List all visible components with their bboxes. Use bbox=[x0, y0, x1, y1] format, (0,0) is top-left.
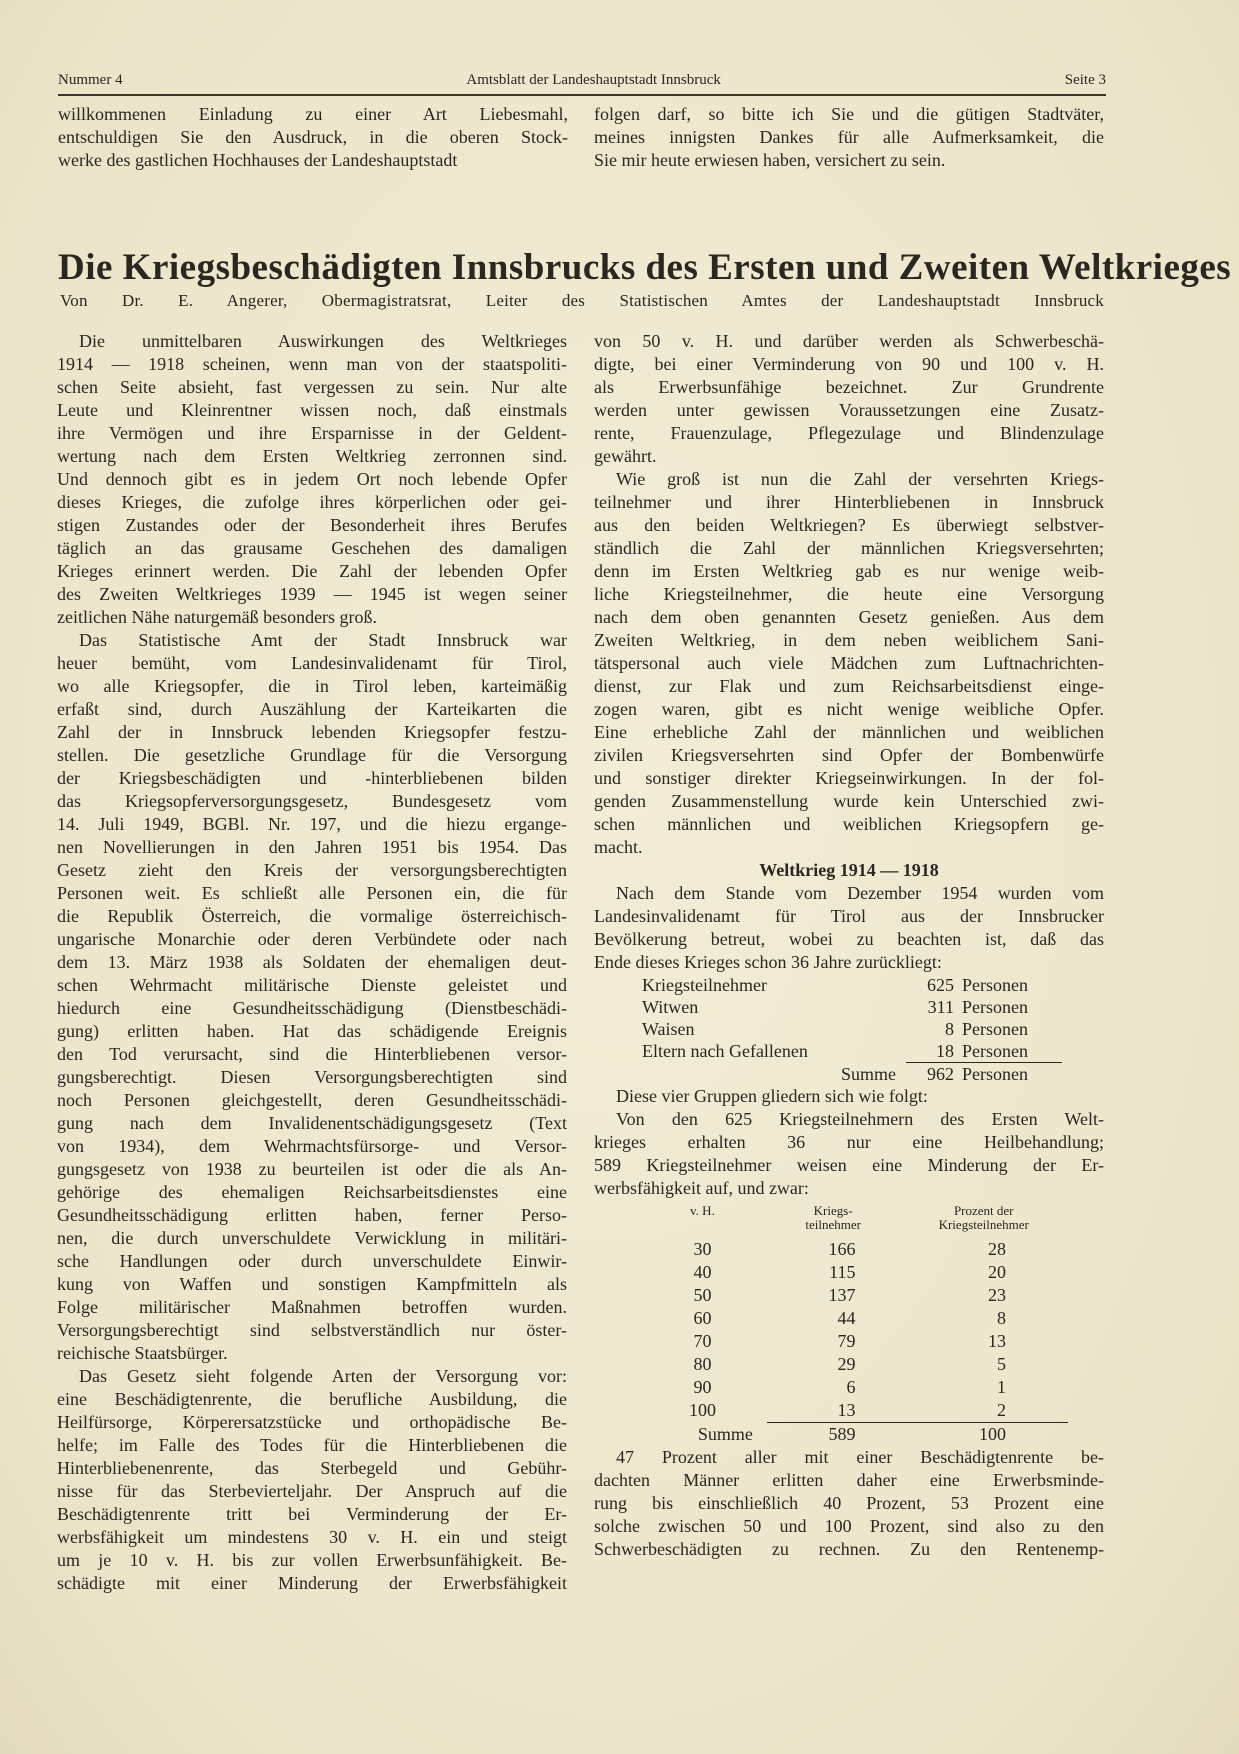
table-cell: 20 bbox=[988, 1262, 1006, 1282]
text-line: reichische Staatsbürger. bbox=[57, 1343, 228, 1363]
text-line: Die unmittelbaren Auswirkungen des Weltkrieges bbox=[79, 331, 567, 351]
text-line: Leute und Kleinrentner wissen noch, daß einstmals bbox=[57, 400, 567, 420]
unit-label: Personen bbox=[962, 1063, 1062, 1086]
text-line: willkommenen Einladung zu einer Art Liebesmahl, bbox=[58, 104, 568, 124]
unit-label: Personen bbox=[962, 975, 1028, 995]
summary-row bbox=[642, 1018, 1062, 1040]
text-line: 1914 — 1918 scheinen, wenn man von der staatspoliti- bbox=[57, 354, 567, 374]
text-line: denn im Ersten Weltkrieg gab es nur wenige weib- bbox=[594, 561, 1104, 581]
paragraph bbox=[594, 468, 1104, 859]
table-row bbox=[638, 1376, 1068, 1399]
publication-title: Amtsblatt der Landeshauptstadt Innsbruck bbox=[466, 72, 721, 88]
paragraph bbox=[57, 330, 567, 629]
text-line: folgen darf, so bitte ich Sie und die gütigen Stadtväter, bbox=[594, 104, 1104, 124]
paragraph bbox=[594, 1085, 1104, 1108]
text-line: eine Beschädigtenrente, die berufliche Ausbildung, die bbox=[57, 1389, 567, 1409]
text-line: um je 10 v. H. bis zur vollen Erwerbsunfähigkeit. Be- bbox=[57, 1550, 567, 1570]
table-total-cell: Summe bbox=[697, 1423, 753, 1444]
text-line: nen, die durch unverschuldete Verwicklung in militäri- bbox=[57, 1228, 567, 1248]
text-line: Nach dem Stande vom Dezember 1954 wurden vom bbox=[616, 883, 1104, 903]
text-line: stellen. Die gesetzliche Grundlage für die Versorgung bbox=[57, 745, 567, 765]
text-line: schen Seite absieht, fast vergessen zu sein. Nur alte bbox=[57, 377, 567, 397]
summary-row bbox=[642, 996, 1062, 1018]
group-count: 625 bbox=[927, 975, 954, 995]
table-cell: 28 bbox=[988, 1239, 1006, 1259]
text-line: Gesetz zieht den Kreis der versorgungsberechtigten bbox=[57, 860, 567, 880]
paragraph bbox=[594, 330, 1104, 468]
summary-total-row bbox=[642, 1063, 1062, 1086]
paragraph bbox=[57, 1365, 567, 1595]
text-line: Schwerbeschädigten zu rechnen. Zu den Rentenemp- bbox=[594, 1539, 1104, 1559]
text-line: zivilen Kriegsversehrten sind Opfer der Bombenwürfe bbox=[594, 745, 1104, 765]
total-count: 962 bbox=[906, 1063, 962, 1086]
group-label: Eltern nach Gefallenen bbox=[642, 1041, 808, 1062]
text-line: heuer bemüht, vom Landesinvalidenamt für Tirol, bbox=[57, 653, 567, 673]
issue-number: Nummer 4 bbox=[58, 72, 123, 88]
summary-row bbox=[642, 974, 1062, 996]
disability-table bbox=[638, 1204, 1068, 1446]
text-line: helfe; im Falle des Todes für die Hinterbliebenen die bbox=[57, 1435, 567, 1455]
text-line: ungarische Monarchie oder deren Verbündete oder nach bbox=[57, 929, 567, 949]
text-line: Krieges erinnert werden. Die Zahl der lebenden Opfer bbox=[57, 561, 567, 581]
paragraph bbox=[594, 1108, 1104, 1200]
column-header bbox=[899, 1204, 1068, 1238]
text-line: Folge militärischer Maßnahmen betroffen wurden. bbox=[57, 1297, 567, 1317]
text-line: schen Wehrmacht militärische Dienste geleistet und bbox=[57, 975, 567, 995]
text-line: Gesundheitsschädigung erlitten haben, ferner Perso- bbox=[57, 1205, 567, 1225]
text-line: digte, bei einer Verminderung von 90 und 100 v. H. bbox=[594, 354, 1104, 374]
text-line: als Erwerbsunfähige bezeichnet. Zur Grundrente bbox=[594, 377, 1104, 397]
text-line: den Tod verursacht, sind die Hinterbliebenen versor- bbox=[57, 1044, 567, 1064]
table-cell: 40 bbox=[693, 1262, 712, 1282]
text-line: gungsberechtigt. Diesen Versorgungsberechtigten sind bbox=[57, 1067, 567, 1087]
text-line: Ende dieses Krieges schon 36 Jahre zurückliegt: bbox=[594, 952, 942, 972]
section-heading: Weltkrieg 1914 — 1918 bbox=[759, 860, 939, 880]
article-byline: Von Dr. E. Angerer, Obermagistratsrat, Leiter des Statistischen Amtes der Landeshauptstadt Innsbruck bbox=[60, 291, 1104, 310]
text-line: genden Zusammenstellung wurde kein Unterschied zwi- bbox=[594, 791, 1104, 811]
table-row bbox=[638, 1399, 1068, 1423]
text-line: zogen waren, gibt es nicht wenige weibliche Opfer. bbox=[594, 699, 1104, 719]
text-line: der Kriegsbeschädigten und -hinterbliebenen bilden bbox=[57, 768, 567, 788]
text-line: werke des gastlichen Hochhauses der Landeshauptstadt bbox=[58, 150, 458, 170]
table-row bbox=[638, 1238, 1068, 1261]
table-cell: 8 bbox=[997, 1308, 1006, 1328]
table-cell: 2 bbox=[997, 1400, 1006, 1420]
text-line: dieses Krieges, die zufolge ihres körperlichen oder gei- bbox=[57, 492, 567, 512]
group-count: 311 bbox=[927, 997, 954, 1017]
table-row bbox=[638, 1261, 1068, 1284]
table-total-cell: 589 bbox=[767, 1423, 900, 1447]
text-line: rung bis einschließlich 40 Prozent, 53 Prozent eine bbox=[594, 1493, 1104, 1513]
text-line: zeitlichen Nähe naturgemäß besonders groß. bbox=[57, 607, 378, 627]
text-line: ständlich die Zahl der männlichen Kriegsversehrten; bbox=[594, 538, 1104, 558]
text-line: das Kriegsopferversorgungsgesetz, Bundesgesetz vom bbox=[57, 791, 567, 811]
text-line: werbsfähigkeit um mindestens 30 v. H. ein und steigt bbox=[57, 1527, 567, 1547]
text-line: gung) erlitten haben. Hat das schädigende Ereignis bbox=[57, 1021, 567, 1041]
text-line: teilnehmer und ihrer Hinterbliebenen in Innsbruck bbox=[594, 492, 1104, 512]
text-line: nach dem oben genannten Gesetz genießen. Aus dem bbox=[594, 607, 1104, 627]
total-label: Summe bbox=[840, 1063, 896, 1084]
text-line: täglich an das grausame Geschehen des damaligen bbox=[57, 538, 567, 558]
text-line: kung von Waffen und sonstigen Kampfmitteln als bbox=[57, 1274, 567, 1294]
column-header-text: Kriegsteilnehmer bbox=[938, 1217, 1029, 1232]
text-line: und sonstiger direkter Kriegseinwirkungen. In der fol- bbox=[594, 768, 1104, 788]
text-line: Versorgungsberechtigt sind selbstverständlich nur öster- bbox=[57, 1320, 567, 1340]
text-line: Das Statistische Amt der Stadt Innsbruck war bbox=[79, 630, 567, 650]
text-line: noch Personen gleichgestellt, deren Gesundheitsschädi- bbox=[57, 1090, 567, 1110]
text-line: macht. bbox=[594, 837, 643, 857]
text-line: erfaßt sind, durch Auszählung der Karteikarten die bbox=[57, 699, 567, 719]
group-label: Witwen bbox=[642, 997, 699, 1017]
table-cell: 166 bbox=[828, 1239, 856, 1259]
text-line: nen Novellierungen in den Jahren 1951 bis 1954. Das bbox=[57, 837, 567, 857]
text-line: wertung nach dem Ersten Weltkrieg zerronnen sind. bbox=[57, 446, 567, 466]
table-cell: 13 bbox=[988, 1331, 1006, 1351]
paragraph bbox=[594, 882, 1104, 974]
text-line: Das Gesetz sieht folgende Arten der Versorgung vor: bbox=[79, 1366, 567, 1386]
text-line: gehörige des ehemaligen Reichsarbeitsdienstes eine bbox=[57, 1182, 567, 1202]
text-line: von 50 v. H. und darüber werden als Schwerbeschä- bbox=[594, 331, 1104, 351]
text-line: werden unter gewissen Voraussetzungen eine Zusatz- bbox=[594, 400, 1104, 420]
column-header-text: Prozent der bbox=[953, 1203, 1014, 1218]
unit-label: Personen bbox=[962, 1041, 1028, 1061]
table-header-row bbox=[638, 1204, 1068, 1238]
unit-label: Personen bbox=[962, 997, 1028, 1017]
text-line: Beschädigtenrente tritt bei Verminderung der Er- bbox=[57, 1504, 567, 1524]
table-cell: 79 bbox=[837, 1331, 856, 1351]
text-line: 47 Prozent aller mit einer Beschädigtenrente be- bbox=[616, 1447, 1104, 1467]
text-line: nisse für das Sterbevierteljahr. Der Anspruch auf die bbox=[57, 1481, 567, 1501]
intro-right-column bbox=[594, 103, 1104, 172]
text-line: Bevölkerung betreut, wobei zu beachten ist, daß das bbox=[594, 929, 1104, 949]
table-row bbox=[638, 1284, 1068, 1307]
text-line: Hinterbliebenenrente, das Sterbegeld und Gebühr- bbox=[57, 1458, 567, 1478]
text-line: schädigte mit einer Minderung der Erwerbsfähigkeit bbox=[57, 1573, 567, 1593]
group-label: Kriegsteilnehmer bbox=[642, 975, 767, 995]
table-cell: 70 bbox=[693, 1331, 712, 1351]
article-title: Die Kriegsbeschädigten Innsbrucks des Ersten und Zweiten Weltkrieges bbox=[58, 247, 1232, 288]
column-header-text: v. H. bbox=[690, 1203, 715, 1218]
text-line: Eine erhebliche Zahl der männlichen und weiblichen bbox=[594, 722, 1104, 742]
text-line: 589 Kriegsteilnehmer weisen eine Minderung der Er- bbox=[594, 1155, 1104, 1175]
column-header-text: teilnehmer bbox=[805, 1217, 861, 1232]
text-line: die Republik Österreich, die vormalige österreichisch- bbox=[57, 906, 567, 926]
column-header-text: Kriegs- bbox=[813, 1203, 853, 1218]
summary-table bbox=[642, 974, 1062, 1085]
paragraph bbox=[594, 1446, 1104, 1561]
table-cell: 44 bbox=[837, 1308, 856, 1328]
text-line: Zahl der in Innsbruck lebenden Kriegsopfer festzu- bbox=[57, 722, 567, 742]
table-cell: 5 bbox=[997, 1354, 1006, 1374]
text-line: werbsfähigkeit auf, und zwar: bbox=[594, 1178, 809, 1198]
table-row bbox=[638, 1330, 1068, 1353]
article-right-column bbox=[594, 330, 1104, 1561]
table-cell: 13 bbox=[837, 1400, 856, 1420]
text-line: stigen Zustandes oder der Besonderheit ihres Berufes bbox=[57, 515, 567, 535]
text-line: schen männlichen und weiblichen Kriegsopfern ge- bbox=[594, 814, 1104, 834]
table-cell: 29 bbox=[837, 1354, 856, 1374]
table-row bbox=[638, 1353, 1068, 1376]
table-cell: 100 bbox=[688, 1400, 716, 1421]
text-line: dem 13. März 1938 als Soldaten der ehemaligen deut- bbox=[57, 952, 567, 972]
table-total-cell: 100 bbox=[899, 1423, 1068, 1447]
text-line: Zweiten Weltkrieg, in dem neben weiblichem Sani- bbox=[594, 630, 1104, 650]
text-line: Heilfürsorge, Körperersatzstücke und orthopädische Be- bbox=[57, 1412, 567, 1432]
text-line: von 1934), dem Wehrmachtsfürsorge- und Versor- bbox=[57, 1136, 567, 1156]
table-cell: 137 bbox=[828, 1285, 856, 1305]
page-number: Seite 3 bbox=[1064, 72, 1106, 88]
text-line: krieges erhalten 36 nur eine Heilbehandlung; bbox=[594, 1132, 1104, 1152]
table-total-row bbox=[638, 1423, 1068, 1447]
table-row bbox=[638, 1307, 1068, 1330]
text-line: aus den beiden Weltkriegen? Es überwiegt selbstver- bbox=[594, 515, 1104, 535]
text-line: Und dennoch gibt es in jedem Ort noch lebende Opfer bbox=[57, 469, 567, 489]
table-cell: 23 bbox=[988, 1285, 1006, 1305]
table-cell: 30 bbox=[693, 1239, 712, 1259]
text-line: rente, Frauenzulage, Pflegezulage und Blindenzulage bbox=[594, 423, 1104, 443]
table-cell: 1 bbox=[997, 1377, 1006, 1397]
text-line: Diese vier Gruppen gliedern sich wie folgt: bbox=[616, 1086, 928, 1106]
unit-label: Personen bbox=[962, 1019, 1028, 1039]
text-line: tätspersonal auch viele Mädchen zum Luftnachrichten- bbox=[594, 653, 1104, 673]
table-cell: 6 bbox=[846, 1377, 856, 1397]
text-line: Von den 625 Kriegsteilnehmern des Ersten Welt- bbox=[616, 1109, 1104, 1129]
article-left-column bbox=[57, 330, 567, 1595]
summary-row bbox=[642, 1040, 1062, 1063]
text-line: gungsgesetz von 1938 zu beurteilen ist oder die als An- bbox=[57, 1159, 567, 1179]
text-line: hiedurch eine Gesundheitsschädigung (Dienstbeschädi- bbox=[57, 998, 567, 1018]
text-line: Sie mir heute erwiesen haben, versichert zu sein. bbox=[594, 150, 946, 170]
text-line: des Zweiten Weltkrieges 1939 — 1945 ist wegen seiner bbox=[57, 584, 567, 604]
group-count: 8 bbox=[945, 1019, 954, 1039]
text-line: ihre Vermögen und ihre Ersparnisse in der Geldent- bbox=[57, 423, 567, 443]
text-line: gung nach dem Invalidenentschädigungsgesetz (Text bbox=[57, 1113, 567, 1133]
table-cell: 80 bbox=[693, 1354, 712, 1374]
table-cell: 115 bbox=[829, 1262, 856, 1282]
text-line: dachten Männer erlitten daher eine Erwerbsminde- bbox=[594, 1470, 1104, 1490]
text-line: liche Kriegsteilnehmer, die heute eine Versorgung bbox=[594, 584, 1104, 604]
group-count: 18 bbox=[936, 1041, 954, 1061]
table-cell: 60 bbox=[693, 1308, 712, 1328]
text-line: 14. Juli 1949, BGBl. Nr. 197, und die hiezu ergange- bbox=[57, 814, 567, 834]
running-header bbox=[58, 72, 1106, 96]
text-line: meines innigsten Dankes für alle Aufmerksamkeit, die bbox=[594, 127, 1104, 147]
column-header bbox=[638, 1204, 767, 1238]
text-line: gewährt. bbox=[594, 446, 657, 466]
text-line: Wie groß ist nun die Zahl der versehrten Kriegs- bbox=[616, 469, 1104, 489]
text-line: Personen weit. Es schließt alle Personen ein, die für bbox=[57, 883, 567, 903]
table-cell: 50 bbox=[693, 1285, 712, 1305]
text-line: dienst, zur Flak und zum Reichsarbeitsdienst einge- bbox=[594, 676, 1104, 696]
column-header bbox=[767, 1204, 900, 1238]
table-cell: 90 bbox=[693, 1377, 712, 1397]
text-line: sche Handlungen oder durch unverschuldete Einwir- bbox=[57, 1251, 567, 1271]
text-line: solche zwischen 50 und 100 Prozent, sind also zu den bbox=[594, 1516, 1104, 1536]
group-label: Waisen bbox=[642, 1019, 695, 1039]
text-line: Landesinvalidenamt für Tirol aus der Innsbrucker bbox=[594, 906, 1104, 926]
text-line: entschuldigen Sie den Ausdruck, in die oberen Stock- bbox=[58, 127, 568, 147]
intro-left-column bbox=[58, 103, 568, 172]
text-line: wo alle Kriegsopfer, die in Tirol leben, karteimäßig bbox=[57, 676, 567, 696]
paragraph bbox=[57, 629, 567, 1365]
